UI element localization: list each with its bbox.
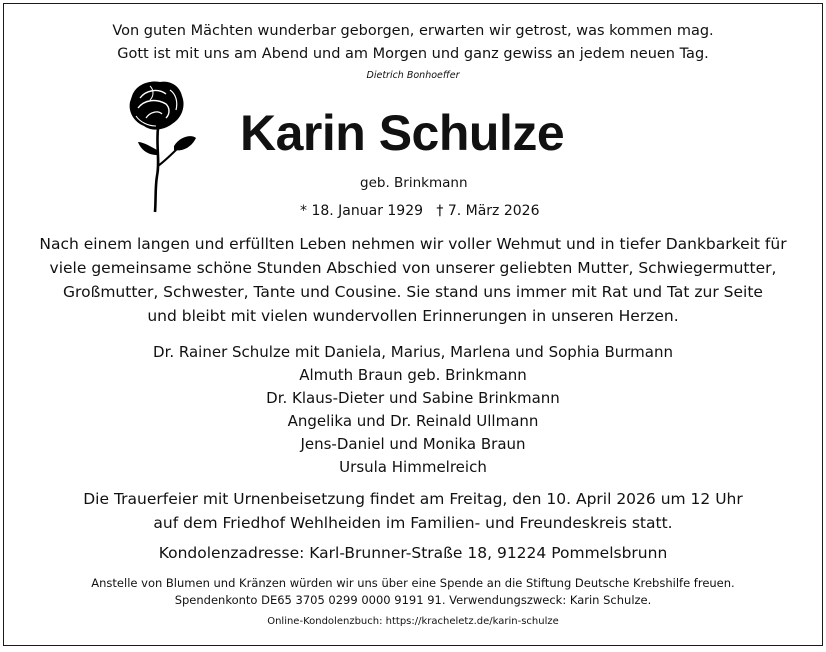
message-line: viele gemeinsame schöne Stunden Abschied von unserer geliebten Mutter, Schwiegermutter, [49, 259, 777, 277]
donation-line: Spendenkonto DE65 3705 0299 0000 9191 91. Verwendungszweck: Karin Schulze. [174, 593, 652, 607]
online-condolence-link[interactable]: Online-Kondolenzbuch: https://kracheletz.de/karin-schulze [267, 616, 559, 627]
farewell-message [4, 232, 822, 328]
quote-line-1: Von guten Mächten wunderbar geborgen, erwarten wir getrost, was kommen mag. [112, 23, 714, 39]
mourner-entry: Dr. Klaus-Dieter und Sabine Brinkmann [266, 389, 560, 407]
deceased-name: Karin Schulze [240, 105, 565, 161]
rose-icon [110, 76, 200, 214]
quote-line-2: Gott ist mit uns am Abend und am Morgen und ganz gewiss an jedem neuen Tag. [117, 46, 709, 62]
ceremony-line: Die Trauerfeier mit Urnenbeisetzung findet am Freitag, den 10. April 2026 um 12 Uhr [83, 490, 743, 508]
birth-name: geb. Brinkmann [360, 175, 468, 191]
donation-note [4, 575, 822, 609]
donation-line: Anstelle von Blumen und Kränzen würden wir uns über eine Spende an die Stiftung Deutsche Krebshilfe freuen. [91, 576, 735, 590]
condolence-address: Kondolenzadresse: Karl-Brunner-Straße 18, 91224 Pommelsbrunn [158, 544, 668, 562]
mourners-list [4, 341, 822, 479]
ceremony-info [4, 487, 822, 535]
obituary-card [3, 3, 823, 646]
message-line: Nach einem langen und erfüllten Leben nehmen wir voller Wehmut und in tiefer Dankbarkeit für [39, 235, 787, 253]
quote-author: Dietrich Bonhoeffer [366, 70, 460, 81]
mourner-entry: Dr. Rainer Schulze mit Daniela, Marius, Marlena und Sophia Burmann [153, 343, 673, 361]
mourner-entry: Angelika und Dr. Reinald Ullmann [287, 412, 539, 430]
mourner-entry: Almuth Braun geb. Brinkmann [299, 366, 527, 384]
message-line: Großmutter, Schwester, Tante und Cousine. Sie stand uns immer mit Rat und Tat zur Seite [63, 283, 763, 301]
mourner-entry: Jens-Daniel und Monika Braun [300, 435, 526, 453]
mourner-entry: Ursula Himmelreich [339, 458, 487, 476]
life-dates: * 18. Januar 1929 † 7. März 2026 [300, 203, 540, 219]
ceremony-line: auf dem Friedhof Wehlheiden im Familien- und Freundeskreis statt. [153, 514, 673, 532]
quote [4, 20, 822, 66]
message-line: und bleibt mit vielen wundervollen Erinnerungen in unseren Herzen. [147, 307, 679, 325]
